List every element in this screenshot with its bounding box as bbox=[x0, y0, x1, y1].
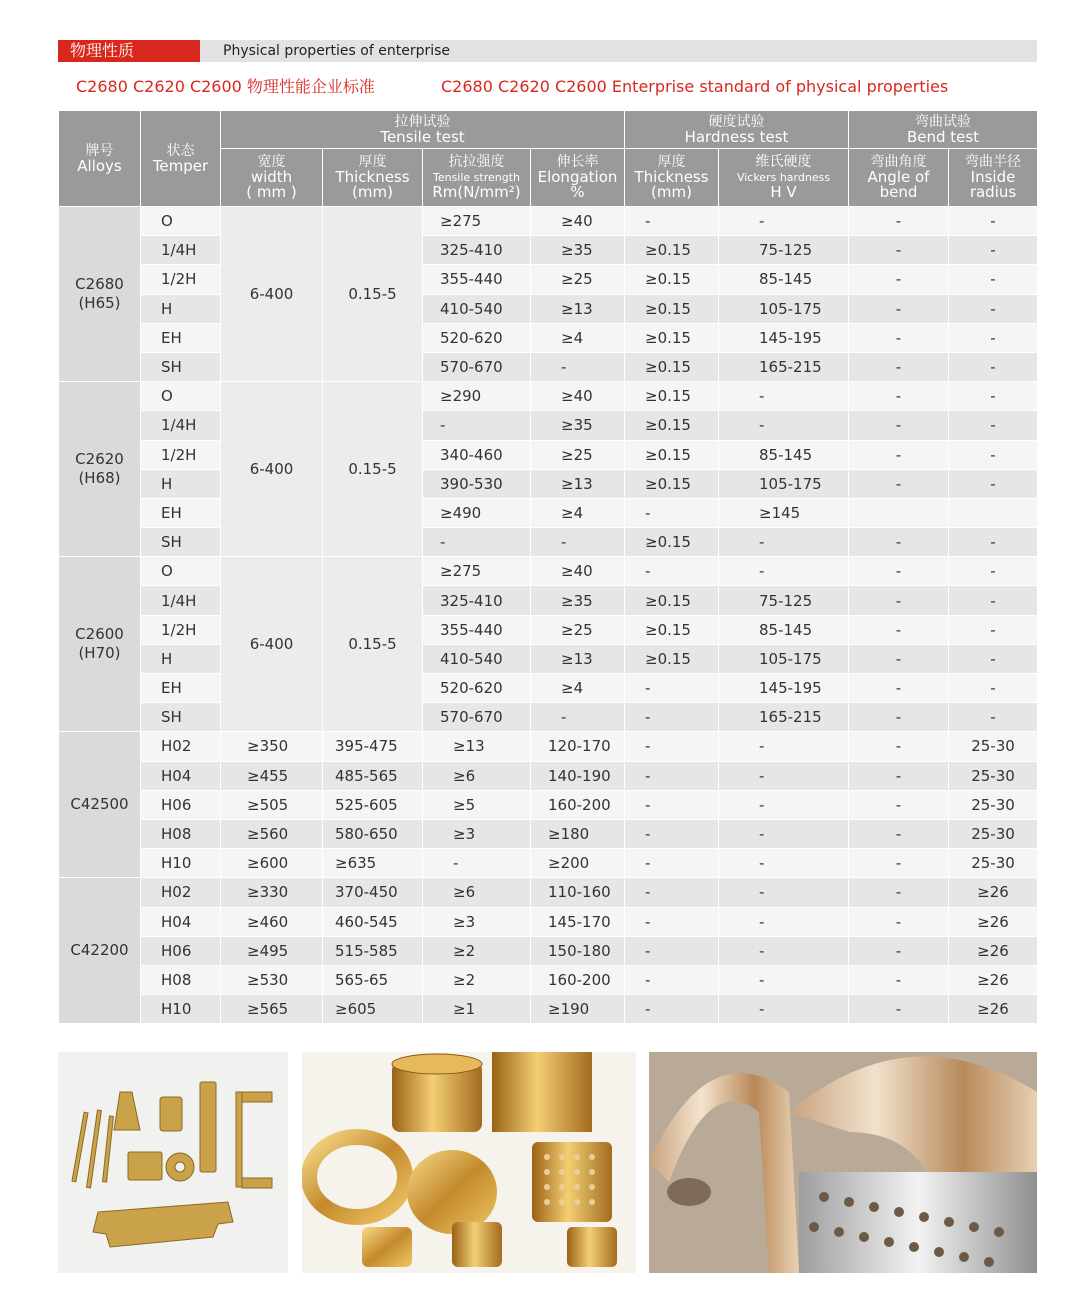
elongation-cell: ≥25 bbox=[531, 440, 625, 469]
thickness-cell: 460-545 bbox=[323, 907, 423, 936]
tensile-strength-cell: ≥2 bbox=[423, 965, 531, 994]
vickers-hardness-cell: - bbox=[719, 965, 849, 994]
thickness-cell: 565-65 bbox=[323, 965, 423, 994]
tensile-strength-cell: ≥275 bbox=[423, 207, 531, 236]
hardness-thickness-cell: ≥0.15 bbox=[625, 352, 719, 381]
table-row bbox=[59, 294, 1038, 323]
col-thickness: 厚度 Thickness (mm) bbox=[323, 149, 423, 207]
hardness-thickness-cell: ≥0.15 bbox=[625, 644, 719, 673]
col-temper: 状态 Temper bbox=[141, 111, 221, 207]
hardness-thickness-cell: ≥0.15 bbox=[625, 294, 719, 323]
vickers-hardness-cell: - bbox=[719, 411, 849, 440]
inside-radius-cell: - bbox=[949, 674, 1038, 703]
tensile-strength-cell: ≥290 bbox=[423, 382, 531, 411]
inside-radius-cell: ≥26 bbox=[949, 907, 1038, 936]
inside-radius-cell: 25-30 bbox=[949, 819, 1038, 848]
angle-of-bend-cell: - bbox=[849, 849, 949, 878]
hardness-thickness-cell: ≥0.15 bbox=[625, 411, 719, 440]
inside-radius-cell: - bbox=[949, 411, 1038, 440]
temper-cell: EH bbox=[141, 674, 221, 703]
table-row bbox=[59, 411, 1038, 440]
elongation-cell: - bbox=[531, 528, 625, 557]
vickers-hardness-cell: - bbox=[719, 849, 849, 878]
temper-cell: H08 bbox=[141, 819, 221, 848]
vickers-hardness-cell: - bbox=[719, 790, 849, 819]
tensile-strength-cell: ≥13 bbox=[423, 732, 531, 761]
hardness-thickness-cell: - bbox=[625, 936, 719, 965]
inside-radius-cell: - bbox=[949, 236, 1038, 265]
hardness-thickness-cell: - bbox=[625, 498, 719, 527]
elongation-cell: ≥35 bbox=[531, 411, 625, 440]
width-cell: ≥455 bbox=[221, 761, 323, 790]
vickers-hardness-cell: 85-145 bbox=[719, 265, 849, 294]
temper-cell: H04 bbox=[141, 907, 221, 936]
temper-cell: H08 bbox=[141, 965, 221, 994]
hardness-thickness-cell: - bbox=[625, 878, 719, 907]
vickers-hardness-cell: - bbox=[719, 907, 849, 936]
width-cell: ≥600 bbox=[221, 849, 323, 878]
angle-of-bend-cell: - bbox=[849, 674, 949, 703]
width-cell: ≥460 bbox=[221, 907, 323, 936]
temper-cell: H06 bbox=[141, 936, 221, 965]
thickness-cell: ≥605 bbox=[323, 995, 423, 1024]
subtitle-en: C2680 C2620 C2600 Enterprise standard of physical properties bbox=[441, 77, 949, 96]
elongation-cell: ≥40 bbox=[531, 382, 625, 411]
vickers-hardness-cell: 145-195 bbox=[719, 674, 849, 703]
alloy-cell: C42500 bbox=[59, 732, 141, 878]
hardness-thickness-cell: ≥0.15 bbox=[625, 440, 719, 469]
table-row bbox=[59, 440, 1038, 469]
brass-bushings-photo bbox=[302, 1052, 636, 1273]
hardness-thickness-cell: ≥0.15 bbox=[625, 236, 719, 265]
temper-cell: H bbox=[141, 294, 221, 323]
hardness-thickness-cell: - bbox=[625, 674, 719, 703]
angle-of-bend-cell: - bbox=[849, 411, 949, 440]
vickers-hardness-cell: 105-175 bbox=[719, 294, 849, 323]
table-row bbox=[59, 965, 1038, 994]
table-row bbox=[59, 819, 1038, 848]
elongation-cell: ≥4 bbox=[531, 498, 625, 527]
alloy-code: C2680 bbox=[75, 275, 124, 294]
table-row bbox=[59, 586, 1038, 615]
table-row bbox=[59, 790, 1038, 819]
vickers-hardness-cell: - bbox=[719, 732, 849, 761]
angle-of-bend-cell: - bbox=[849, 936, 949, 965]
vickers-hardness-cell: 85-145 bbox=[719, 615, 849, 644]
table-row bbox=[59, 615, 1038, 644]
alloy-cell bbox=[59, 207, 141, 382]
temper-cell: H04 bbox=[141, 761, 221, 790]
elongation-cell: 160-200 bbox=[531, 790, 625, 819]
vickers-hardness-cell: 105-175 bbox=[719, 644, 849, 673]
temper-cell: 1/2H bbox=[141, 440, 221, 469]
tensile-strength-cell: 520-620 bbox=[423, 674, 531, 703]
temper-cell: O bbox=[141, 382, 221, 411]
angle-of-bend-cell bbox=[849, 498, 949, 527]
col-inside-radius: 弯曲半径 Inside radius bbox=[949, 149, 1038, 207]
elongation-cell: - bbox=[531, 703, 625, 732]
vickers-hardness-cell: - bbox=[719, 557, 849, 586]
table-row bbox=[59, 703, 1038, 732]
table-body bbox=[59, 207, 1038, 1024]
tensile-strength-cell: 570-670 bbox=[423, 703, 531, 732]
temper-cell: EH bbox=[141, 323, 221, 352]
thickness-cell: 485-565 bbox=[323, 761, 423, 790]
group-tensile-test: 拉伸试验 Tensile test bbox=[221, 111, 625, 149]
thickness-cell: 370-450 bbox=[323, 878, 423, 907]
tensile-strength-cell: ≥3 bbox=[423, 907, 531, 936]
angle-of-bend-cell: - bbox=[849, 440, 949, 469]
col-hardness-thickness: 厚度 Thickness (mm) bbox=[625, 149, 719, 207]
tensile-strength-cell: 570-670 bbox=[423, 352, 531, 381]
temper-cell: O bbox=[141, 557, 221, 586]
angle-of-bend-cell: - bbox=[849, 703, 949, 732]
table-row bbox=[59, 674, 1038, 703]
tensile-strength-cell: 355-440 bbox=[423, 265, 531, 294]
tensile-strength-cell: 390-530 bbox=[423, 469, 531, 498]
inside-radius-cell: - bbox=[949, 294, 1038, 323]
angle-of-bend-cell: - bbox=[849, 352, 949, 381]
table-row bbox=[59, 352, 1038, 381]
col-vickers-hardness: 维氏硬度 Vickers hardness H V bbox=[719, 149, 849, 207]
hardness-thickness-cell: - bbox=[625, 207, 719, 236]
alloy-cell bbox=[59, 557, 141, 732]
elongation-cell: 110-160 bbox=[531, 878, 625, 907]
thickness-cell: ≥635 bbox=[323, 849, 423, 878]
tensile-strength-cell: ≥3 bbox=[423, 819, 531, 848]
temper-cell: EH bbox=[141, 498, 221, 527]
thickness-cell: 395-475 bbox=[323, 732, 423, 761]
tensile-strength-cell: ≥5 bbox=[423, 790, 531, 819]
elongation-cell: ≥40 bbox=[531, 207, 625, 236]
elongation-cell: 120-170 bbox=[531, 732, 625, 761]
alloy-cell: C42200 bbox=[59, 878, 141, 1024]
inside-radius-cell: - bbox=[949, 265, 1038, 294]
temper-cell: SH bbox=[141, 703, 221, 732]
width-cell: ≥495 bbox=[221, 936, 323, 965]
angle-of-bend-cell: - bbox=[849, 965, 949, 994]
width-cell: 6-400 bbox=[221, 557, 323, 732]
hardness-thickness-cell: ≥0.15 bbox=[625, 265, 719, 294]
hardness-thickness-cell: - bbox=[625, 557, 719, 586]
angle-of-bend-cell: - bbox=[849, 615, 949, 644]
physical-properties-table bbox=[58, 110, 1038, 1024]
elongation-cell: ≥25 bbox=[531, 265, 625, 294]
section-title-cn: 物理性质 bbox=[58, 40, 200, 62]
hardness-thickness-cell: - bbox=[625, 703, 719, 732]
alloy-alt-code: (H65) bbox=[78, 294, 121, 313]
inside-radius-cell: - bbox=[949, 323, 1038, 352]
angle-of-bend-cell: - bbox=[849, 732, 949, 761]
temper-cell: 1/4H bbox=[141, 236, 221, 265]
width-cell: 6-400 bbox=[221, 382, 323, 557]
hardness-thickness-cell: ≥0.15 bbox=[625, 382, 719, 411]
temper-cell: SH bbox=[141, 528, 221, 557]
vickers-hardness-cell: - bbox=[719, 936, 849, 965]
angle-of-bend-cell: - bbox=[849, 907, 949, 936]
tensile-strength-cell: ≥1 bbox=[423, 995, 531, 1024]
section-header-bar bbox=[58, 40, 1037, 62]
width-cell: 6-400 bbox=[221, 207, 323, 382]
alloy-alt-code: (H68) bbox=[78, 469, 121, 488]
inside-radius-cell: ≥26 bbox=[949, 995, 1038, 1024]
inside-radius-cell: - bbox=[949, 352, 1038, 381]
thickness-cell: 525-605 bbox=[323, 790, 423, 819]
inside-radius-cell: - bbox=[949, 528, 1038, 557]
vickers-hardness-cell: - bbox=[719, 819, 849, 848]
alloy-cell bbox=[59, 382, 141, 557]
table-row bbox=[59, 644, 1038, 673]
angle-of-bend-cell: - bbox=[849, 995, 949, 1024]
table-row bbox=[59, 936, 1038, 965]
group-bend-test: 弯曲试验 Bend test bbox=[849, 111, 1038, 149]
col-tensile-strength: 抗拉强度 Tensile strength Rm(N/mm²) bbox=[423, 149, 531, 207]
vickers-hardness-cell: - bbox=[719, 878, 849, 907]
angle-of-bend-cell: - bbox=[849, 761, 949, 790]
table-row bbox=[59, 323, 1038, 352]
tensile-strength-cell: ≥275 bbox=[423, 557, 531, 586]
temper-cell: 1/4H bbox=[141, 411, 221, 440]
angle-of-bend-cell: - bbox=[849, 557, 949, 586]
table-row bbox=[59, 265, 1038, 294]
vickers-hardness-cell: 75-125 bbox=[719, 236, 849, 265]
angle-of-bend-cell: - bbox=[849, 819, 949, 848]
inside-radius-cell: 25-30 bbox=[949, 790, 1038, 819]
elongation-cell: ≥13 bbox=[531, 644, 625, 673]
elongation-cell: ≥4 bbox=[531, 323, 625, 352]
col-alloys: 牌号 Alloys bbox=[59, 111, 141, 207]
angle-of-bend-cell: - bbox=[849, 644, 949, 673]
inside-radius-cell: 25-30 bbox=[949, 732, 1038, 761]
vickers-hardness-cell: 145-195 bbox=[719, 323, 849, 352]
elongation-cell: ≥35 bbox=[531, 236, 625, 265]
inside-radius-cell: - bbox=[949, 586, 1038, 615]
elongation-cell: 150-180 bbox=[531, 936, 625, 965]
table-header bbox=[59, 111, 1038, 207]
angle-of-bend-cell: - bbox=[849, 236, 949, 265]
alloy-alt-code: (H70) bbox=[78, 644, 121, 663]
col-elongation: 伸长率 Elongation % bbox=[531, 149, 625, 207]
thickness-cell: 515-585 bbox=[323, 936, 423, 965]
vickers-hardness-cell: - bbox=[719, 995, 849, 1024]
tensile-strength-cell: ≥2 bbox=[423, 936, 531, 965]
inside-radius-cell: - bbox=[949, 703, 1038, 732]
width-cell: ≥530 bbox=[221, 965, 323, 994]
temper-cell: H bbox=[141, 644, 221, 673]
temper-cell: 1/2H bbox=[141, 265, 221, 294]
elongation-cell: 160-200 bbox=[531, 965, 625, 994]
tensile-strength-cell: ≥6 bbox=[423, 878, 531, 907]
inside-radius-cell: - bbox=[949, 615, 1038, 644]
vickers-hardness-cell: 165-215 bbox=[719, 352, 849, 381]
elongation-cell: ≥190 bbox=[531, 995, 625, 1024]
elongation-cell: ≥180 bbox=[531, 819, 625, 848]
table-row bbox=[59, 995, 1038, 1024]
col-angle-of-bend: 弯曲角度 Angle of bend bbox=[849, 149, 949, 207]
width-cell: ≥330 bbox=[221, 878, 323, 907]
angle-of-bend-cell: - bbox=[849, 323, 949, 352]
tensile-strength-cell: 340-460 bbox=[423, 440, 531, 469]
angle-of-bend-cell: - bbox=[849, 469, 949, 498]
temper-cell: H10 bbox=[141, 995, 221, 1024]
inside-radius-cell: - bbox=[949, 440, 1038, 469]
bronze-strip-coils-photo bbox=[649, 1052, 1037, 1273]
table-row bbox=[59, 236, 1038, 265]
vickers-hardness-cell: - bbox=[719, 207, 849, 236]
inside-radius-cell bbox=[949, 498, 1038, 527]
temper-cell: H10 bbox=[141, 849, 221, 878]
inside-radius-cell: ≥26 bbox=[949, 936, 1038, 965]
width-cell: ≥505 bbox=[221, 790, 323, 819]
hardness-thickness-cell: ≥0.15 bbox=[625, 615, 719, 644]
elongation-cell: 145-170 bbox=[531, 907, 625, 936]
width-cell: ≥560 bbox=[221, 819, 323, 848]
tensile-strength-cell: - bbox=[423, 528, 531, 557]
table-row bbox=[59, 528, 1038, 557]
angle-of-bend-cell: - bbox=[849, 265, 949, 294]
inside-radius-cell: - bbox=[949, 382, 1038, 411]
temper-cell: O bbox=[141, 207, 221, 236]
elongation-cell: ≥200 bbox=[531, 849, 625, 878]
col-width: 宽度 width ( mm ) bbox=[221, 149, 323, 207]
vickers-hardness-cell: 165-215 bbox=[719, 703, 849, 732]
inside-radius-cell: - bbox=[949, 469, 1038, 498]
angle-of-bend-cell: - bbox=[849, 382, 949, 411]
tensile-strength-cell: 410-540 bbox=[423, 644, 531, 673]
width-cell: ≥350 bbox=[221, 732, 323, 761]
vickers-hardness-cell: 85-145 bbox=[719, 440, 849, 469]
hardness-thickness-cell: - bbox=[625, 819, 719, 848]
table-row bbox=[59, 207, 1038, 236]
hardness-thickness-cell: - bbox=[625, 965, 719, 994]
table-row bbox=[59, 878, 1038, 907]
temper-cell: SH bbox=[141, 352, 221, 381]
tensile-strength-cell: ≥6 bbox=[423, 761, 531, 790]
group-hardness-test: 硬度试验 Hardness test bbox=[625, 111, 849, 149]
angle-of-bend-cell: - bbox=[849, 586, 949, 615]
angle-of-bend-cell: - bbox=[849, 528, 949, 557]
inside-radius-cell: 25-30 bbox=[949, 849, 1038, 878]
elongation-cell: ≥35 bbox=[531, 586, 625, 615]
hardness-thickness-cell: - bbox=[625, 732, 719, 761]
table-row bbox=[59, 732, 1038, 761]
temper-cell: H02 bbox=[141, 732, 221, 761]
temper-cell: H02 bbox=[141, 878, 221, 907]
tensile-strength-cell: 520-620 bbox=[423, 323, 531, 352]
angle-of-bend-cell: - bbox=[849, 878, 949, 907]
thickness-cell: 0.15-5 bbox=[323, 557, 423, 732]
temper-cell: 1/2H bbox=[141, 615, 221, 644]
table-row bbox=[59, 469, 1038, 498]
elongation-cell: ≥4 bbox=[531, 674, 625, 703]
elongation-cell: - bbox=[531, 352, 625, 381]
vickers-hardness-cell: - bbox=[719, 528, 849, 557]
angle-of-bend-cell: - bbox=[849, 294, 949, 323]
elongation-cell: ≥13 bbox=[531, 469, 625, 498]
inside-radius-cell: ≥26 bbox=[949, 965, 1038, 994]
inside-radius-cell: - bbox=[949, 557, 1038, 586]
hardness-thickness-cell: - bbox=[625, 995, 719, 1024]
temper-cell: H bbox=[141, 469, 221, 498]
elongation-cell: ≥40 bbox=[531, 557, 625, 586]
tensile-strength-cell: ≥490 bbox=[423, 498, 531, 527]
hardness-thickness-cell: - bbox=[625, 907, 719, 936]
subtitle-cn: C2680 C2620 C2600 物理性能企业标准 bbox=[76, 77, 375, 96]
thickness-cell: 580-650 bbox=[323, 819, 423, 848]
elongation-cell: ≥25 bbox=[531, 615, 625, 644]
elongation-cell: 140-190 bbox=[531, 761, 625, 790]
tensile-strength-cell: 325-410 bbox=[423, 586, 531, 615]
tensile-strength-cell: 410-540 bbox=[423, 294, 531, 323]
thickness-cell: 0.15-5 bbox=[323, 382, 423, 557]
vickers-hardness-cell: - bbox=[719, 761, 849, 790]
hardness-thickness-cell: - bbox=[625, 761, 719, 790]
tensile-strength-cell: 355-440 bbox=[423, 615, 531, 644]
hardness-thickness-cell: ≥0.15 bbox=[625, 528, 719, 557]
inside-radius-cell: 25-30 bbox=[949, 761, 1038, 790]
product-photos bbox=[58, 1052, 1037, 1273]
table-row bbox=[59, 557, 1038, 586]
tensile-strength-cell: 325-410 bbox=[423, 236, 531, 265]
alloy-code: C2620 bbox=[75, 450, 124, 469]
hardness-thickness-cell: ≥0.15 bbox=[625, 469, 719, 498]
tensile-strength-cell: - bbox=[423, 849, 531, 878]
width-cell: ≥565 bbox=[221, 995, 323, 1024]
section-title-en: Physical properties of enterprise bbox=[223, 43, 451, 59]
vickers-hardness-cell: 105-175 bbox=[719, 469, 849, 498]
inside-radius-cell: ≥26 bbox=[949, 878, 1038, 907]
table-row bbox=[59, 382, 1038, 411]
hardness-thickness-cell: - bbox=[625, 790, 719, 819]
angle-of-bend-cell: - bbox=[849, 207, 949, 236]
vickers-hardness-cell: 75-125 bbox=[719, 586, 849, 615]
hardness-thickness-cell: - bbox=[625, 849, 719, 878]
alloy-code: C2600 bbox=[75, 625, 124, 644]
vickers-hardness-cell: ≥145 bbox=[719, 498, 849, 527]
table-row bbox=[59, 761, 1038, 790]
stamped-brass-parts-photo bbox=[58, 1052, 288, 1273]
table-row bbox=[59, 907, 1038, 936]
inside-radius-cell: - bbox=[949, 644, 1038, 673]
vickers-hardness-cell: - bbox=[719, 382, 849, 411]
hardness-thickness-cell: ≥0.15 bbox=[625, 586, 719, 615]
angle-of-bend-cell: - bbox=[849, 790, 949, 819]
tensile-strength-cell: - bbox=[423, 411, 531, 440]
temper-cell: 1/4H bbox=[141, 586, 221, 615]
hardness-thickness-cell: ≥0.15 bbox=[625, 323, 719, 352]
inside-radius-cell: - bbox=[949, 207, 1038, 236]
table-row bbox=[59, 849, 1038, 878]
table-row bbox=[59, 498, 1038, 527]
temper-cell: H06 bbox=[141, 790, 221, 819]
elongation-cell: ≥13 bbox=[531, 294, 625, 323]
thickness-cell: 0.15-5 bbox=[323, 207, 423, 382]
